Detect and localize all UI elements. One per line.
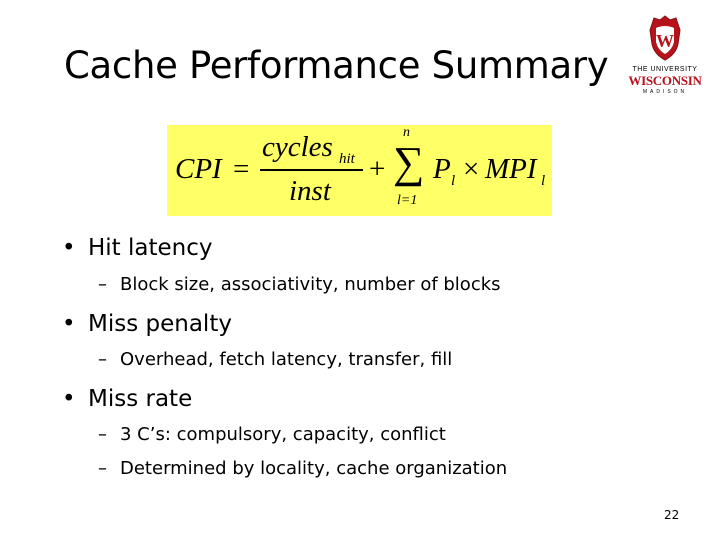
sub-bullet: – Block size, associativity, number of blocks xyxy=(98,274,501,295)
logo-line3: MADISON xyxy=(642,89,688,95)
bullet-dot-icon: • xyxy=(62,235,76,261)
slide-title: Cache Performance Summary xyxy=(64,44,609,87)
dash-icon: – xyxy=(98,274,107,295)
logo-line2: WISCONSIN xyxy=(628,73,702,88)
formula-equals: = xyxy=(233,153,250,185)
sub-bullet: – Overhead, fetch latency, transfer, fill xyxy=(98,349,453,370)
bullet-miss-rate: • Miss rate xyxy=(62,386,193,412)
crest-icon xyxy=(648,14,682,62)
bullet-dot-icon: • xyxy=(62,386,76,412)
svg-text:W: W xyxy=(656,31,674,51)
fraction-bar xyxy=(260,169,363,171)
university-logo xyxy=(620,14,710,98)
sum-lower: l=1 xyxy=(397,193,418,208)
formula-numerator: cycles xyxy=(262,131,333,163)
bullet-hit-latency: • Hit latency xyxy=(62,235,213,261)
sum-upper: n xyxy=(403,125,410,140)
sub-bullet: – Determined by locality, cache organization xyxy=(98,458,508,479)
formula-lhs: CPI xyxy=(175,153,222,185)
formula-times: × xyxy=(463,153,480,185)
sigma-symbol: ∑ xyxy=(393,138,425,187)
page-number: 22 xyxy=(664,508,680,522)
formula-numerator-sub: hit xyxy=(339,151,355,167)
dash-icon: – xyxy=(98,424,107,445)
sub-bullet: – 3 C’s: compulsory, capacity, conflict xyxy=(98,424,446,445)
formula-term2: MPI xyxy=(485,153,537,185)
formula-denominator: inst xyxy=(289,175,331,207)
formula-term1-sub: l xyxy=(451,173,456,189)
formula-plus: + xyxy=(369,153,386,185)
bullet-dot-icon: • xyxy=(62,311,76,337)
formula-term2-sub: l xyxy=(541,173,546,189)
bullet-miss-penalty: • Miss penalty xyxy=(62,311,232,337)
dash-icon: – xyxy=(98,349,107,370)
logo-line1: THE UNIVERSITY xyxy=(632,66,698,73)
dash-icon: – xyxy=(98,458,107,479)
formula-term1: P xyxy=(433,153,451,185)
cpi-formula xyxy=(167,125,552,216)
